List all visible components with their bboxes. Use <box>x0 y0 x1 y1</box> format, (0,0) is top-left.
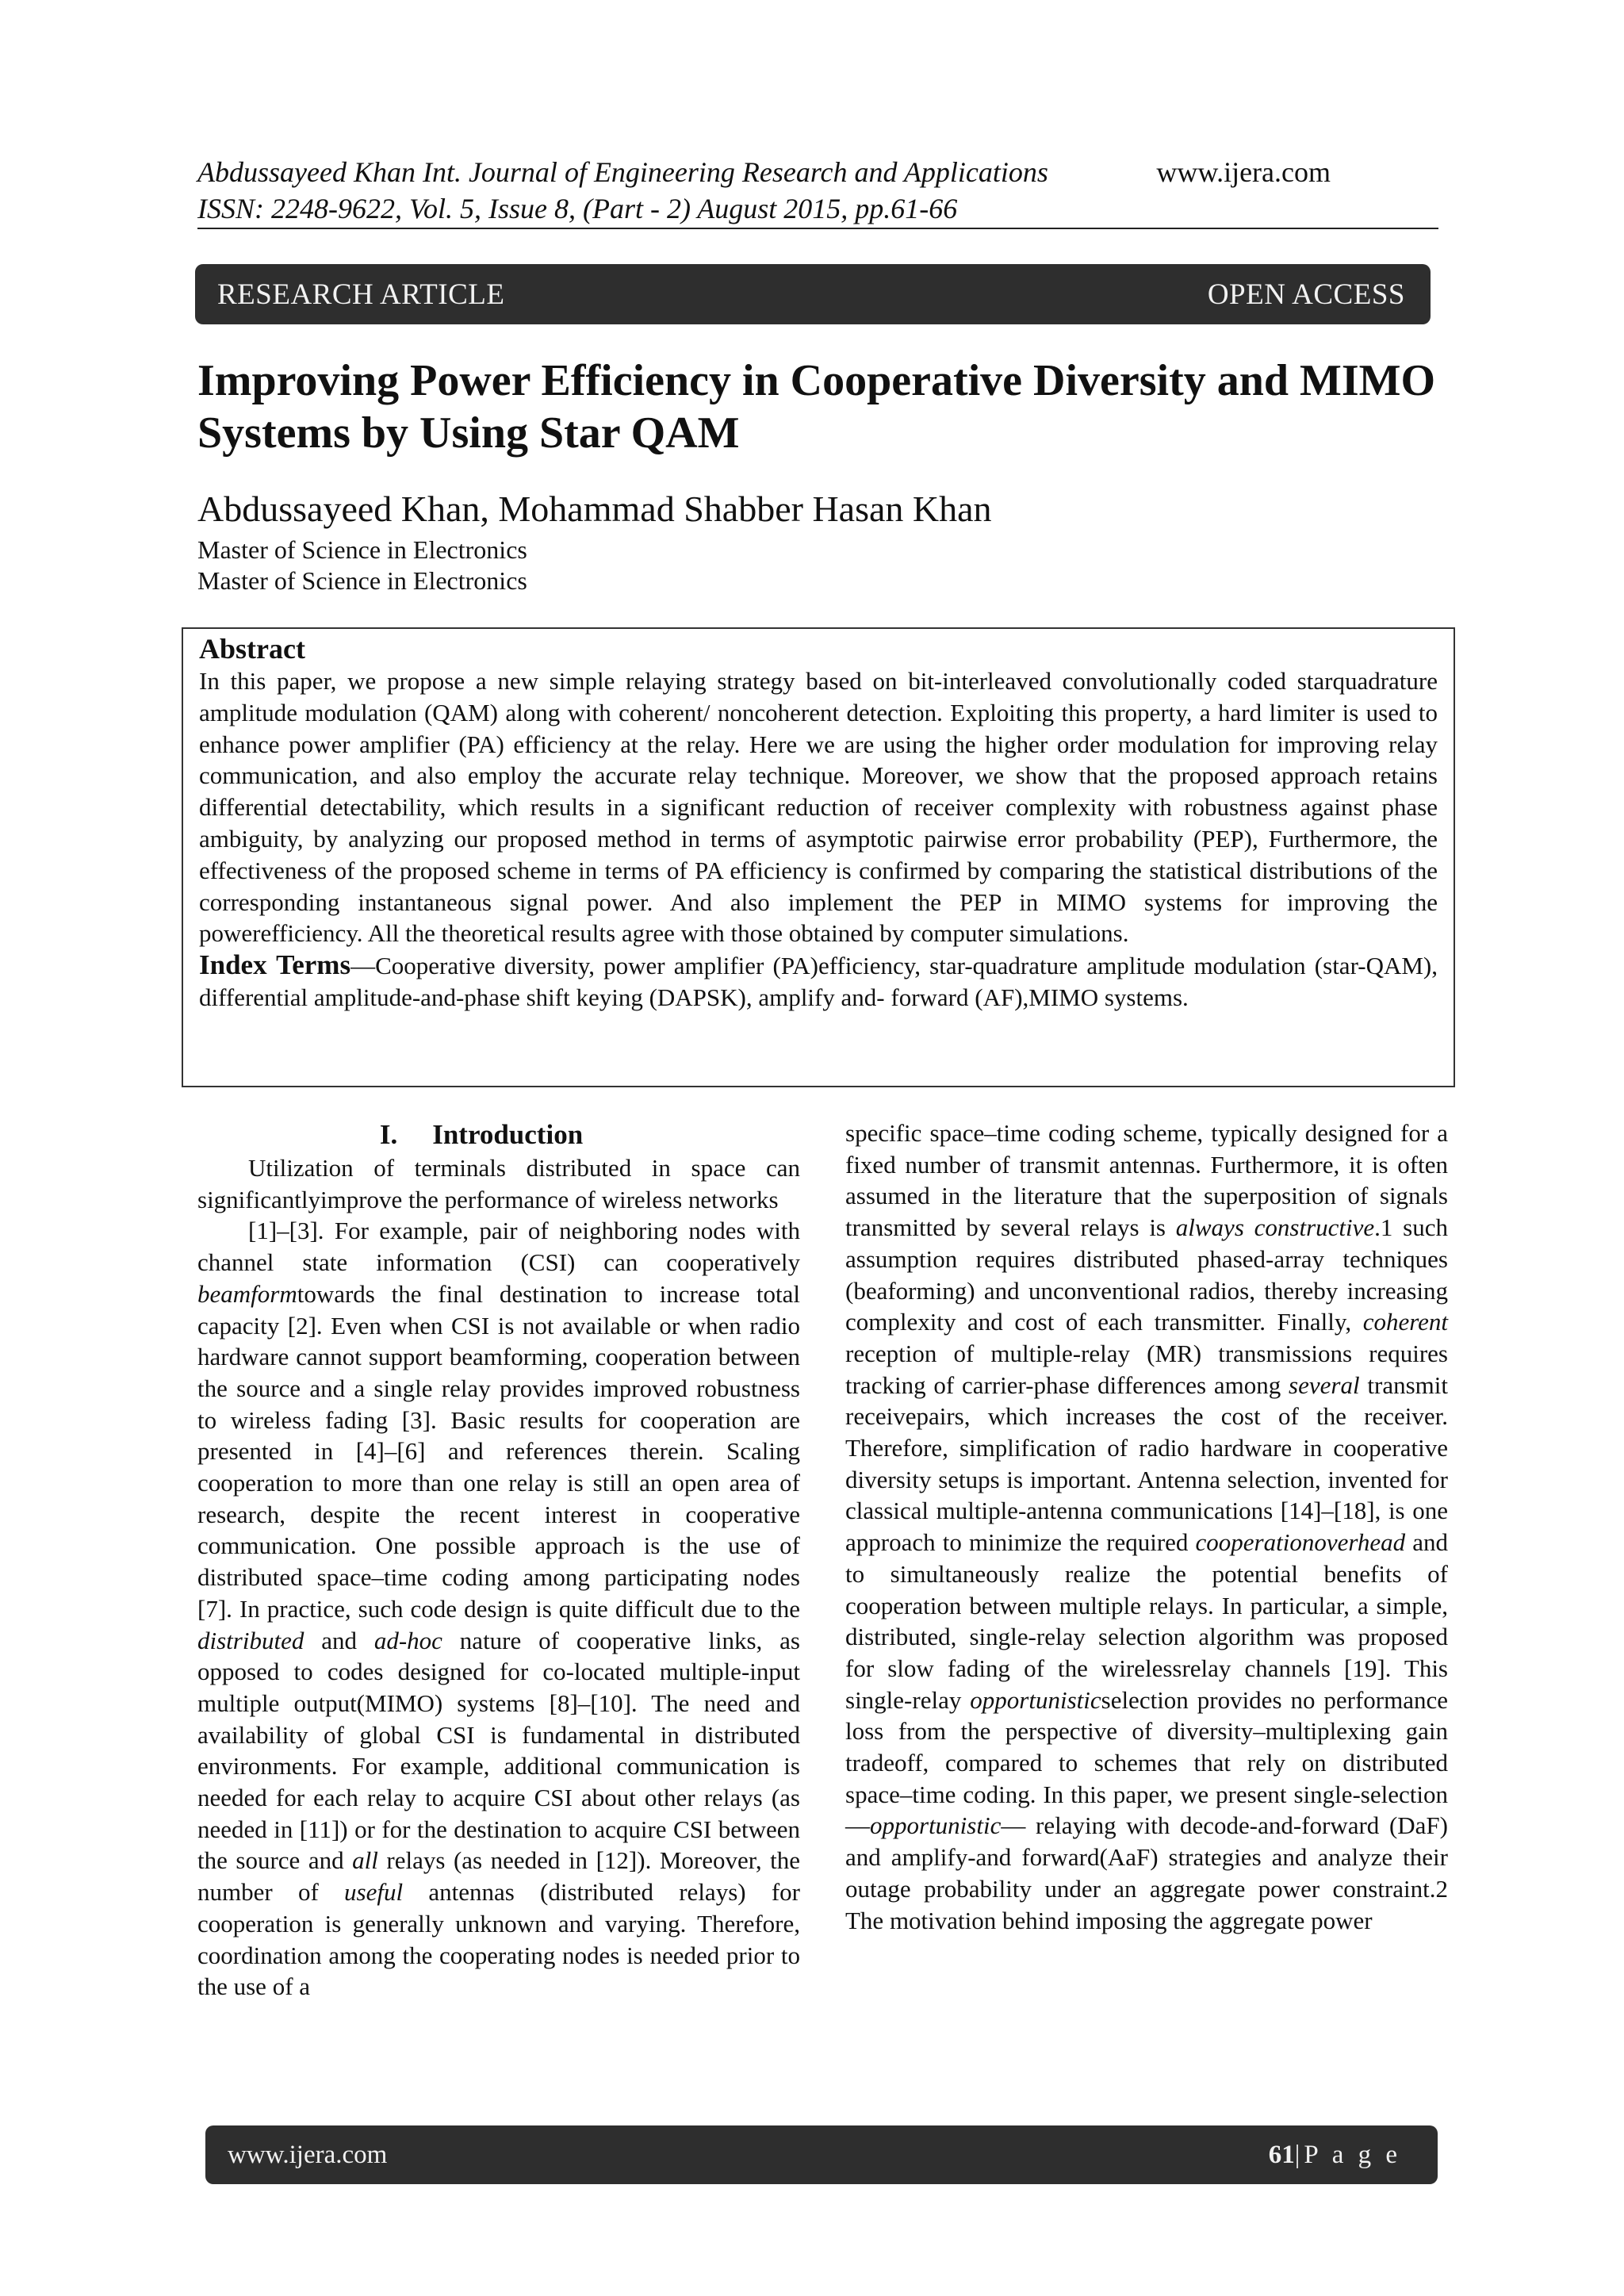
affiliation: Master of Science in Electronics <box>197 535 527 564</box>
paragraph: Utilization of terminals distributed in space can significantlyimprove the performance of wireless networks <box>197 1154 800 1213</box>
page-footer <box>205 2125 1438 2184</box>
paragraph: specific space–time coding scheme, typically designed for a fixed number of transmit antennas. Furthermore, it is often assumed in the literature that the superposition of signals transmitted by several relays is always constructive.1 such assumption requires distributed phased-array techniques (beaforming) and unconventional radios, thereby increasing complexity and cost of each transmitter. Finally, coherent reception of multiple-relay (MR) transmissions requires tracking of carrier-phase differences among several transmit receivepairs, which increases the cost of the receiver. Therefore, simplification of radio hardware in cooperative diversity setups is important. Antenna selection, invented for classical multiple-antenna communications [14]–[18], is one approach to minimize the required cooperationoverhead and to simultaneously realize the potential benefits of cooperation between multiple relays. In particular, a simple, distributed, single-relay selection algorithm was proposed for slow fading of the wirelessrelay channels [19]. This single-relay opportunisticselection provides no performance loss from the perspective of diversity–multiplexing gain tradeoff, compared to schemes that rely on distributed space–time coding. In this paper, we present single-selection—opportunistic— relaying with decode-and-forward (DaF) and amplify-and forward(AaF) strategies and analyze their outage probability under an aggregate power constraint.2 The motivation behind imposing the aggregate power <box>845 1119 1449 1934</box>
index-terms-text: —Cooperative diversity, power amplifier (PA)efficiency, star-quadrature amplitude modulation (star-QAM), differential amplitude-and-phase shift keying (DAPSK), amplify and- forward (AF),MIMO systems. <box>199 952 1438 1011</box>
paragraph: [1]–[3]. For example, pair of neighboring nodes with channel state information (CSI) can cooperatively beamformtowards the final destination to increase total capacity [2]. Even when CSI is not available or when radio hardware cannot support beamforming, cooperation between the source and a single relay provides improved robustness to wireless fading [3]. Basic results for cooperation are presented in [4]–[6] and references therein. Scaling cooperation to more than one relay is still an open area of research, despite the recent interest in cooperative communication. One possible approach is the use of distributed space–time coding among participating nodes [7]. In practice, such code design is quite difficult due to the distributed and ad-hoc nature of cooperative links, as opposed to codes designed for co-located multiple-input multiple output(MIMO) systems [8]–[10]. The need and availability of global CSI is fundamental in distributed environments. For example, additional communication is needed for each relay to acquire CSI about other relays (as needed in [11]) or for the destination to acquire CSI between the source and all relays (as needed in [12]). Moreover, the number of useful antennas (distributed relays) for cooperation is generally unknown and varying. Therefore, coordination among the cooperating nodes is needed prior to the use of a <box>197 1217 800 2001</box>
index-terms-label: Index Terms <box>199 949 351 981</box>
paper-title: Improving Power Efficiency in Cooperative Diversity and MIMO Systems by Using Star QAM <box>197 356 1436 458</box>
left-column <box>197 1117 800 2003</box>
abstract-heading: Abstract <box>199 633 305 665</box>
article-type-banner <box>195 264 1431 324</box>
footer-website[interactable]: www.ijera.com <box>228 2140 388 2169</box>
author-list: Abdussayeed Khan, Mohammad Shabber Hasan Khan <box>197 489 992 529</box>
page-number: 61|P a g e <box>1268 2140 1401 2169</box>
issn-line: ISSN: 2248-9622, Vol. 5, Issue 8, (Part - 2) August 2015, pp.61-66 <box>197 193 958 224</box>
affiliation: Master of Science in Electronics <box>197 566 527 595</box>
section-title: Introduction <box>432 1119 584 1150</box>
section-heading <box>197 1117 800 1152</box>
index-terms <box>199 949 1438 1014</box>
article-type-label: RESEARCH ARTICLE <box>217 278 505 311</box>
section-number: I. <box>379 1119 398 1150</box>
header-divider <box>197 228 1438 229</box>
abstract-box <box>182 627 1455 1087</box>
journal-name: Abdussayeed Khan Int. Journal of Engineering Research and Applications <box>197 156 1048 188</box>
abstract-text: In this paper, we propose a new simple relaying strategy based on bit-interleaved convolutionally coded starquadrature amplitude modulation (QAM) along with coherent/ noncoherent detection. Exploiting this property, a hard limiter is used to enhance power amplifier (PA) efficiency at the relay. Here we are using the higher order modulation for improving relay communication, and also employ the accurate relay technique. Moreover, we show that the proposed approach retains differential detectability, which results in a significant reduction of receiver complexity with robustness against phase ambiguity, by analyzing our proposed method in terms of asymptotic pairwise error probability (PEP), Furthermore, the effectiveness of the proposed scheme in terms of PA efficiency is confirmed by comparing the statistical distributions of the corresponding instantaneous signal power. And also implement the PEP in MIMO systems for improving the powerefficiency. All the theoretical results agree with those obtained by computer simulations. <box>199 667 1438 948</box>
journal-website[interactable]: www.ijera.com <box>1156 156 1331 188</box>
right-column <box>845 1117 1448 1936</box>
running-header <box>197 154 1438 227</box>
open-access-label: OPEN ACCESS <box>1207 278 1405 311</box>
